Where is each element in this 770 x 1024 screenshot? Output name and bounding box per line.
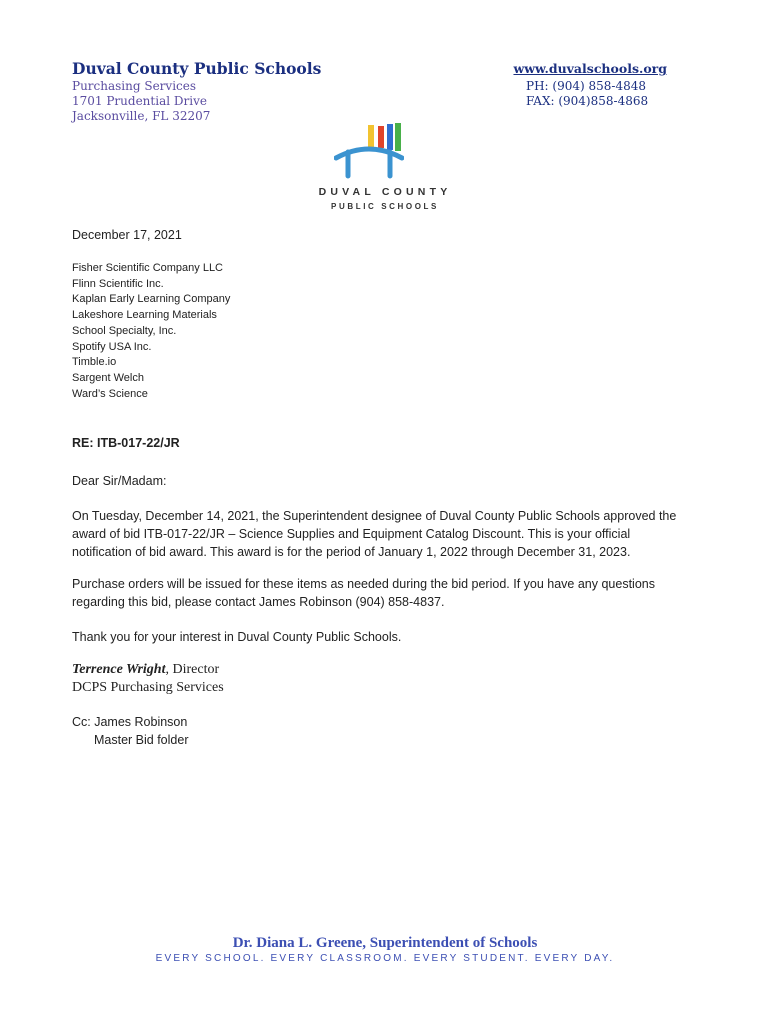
street-address: 1701 Prudential Drive (72, 94, 207, 108)
footer-tagline: EVERY SCHOOL. EVERY CLASSROOM. EVERY STUDENT. EVERY DAY. (155, 953, 615, 964)
logo-bar-yellow (368, 125, 374, 149)
subject-line: RE: ITB-017-22/JR (72, 436, 180, 450)
recipient-item: School Specialty, Inc. (72, 324, 177, 337)
letter-date: December 17, 2021 (72, 228, 182, 242)
dcps-logo-icon (334, 120, 404, 180)
recipient-item: Flinn Scientific Inc. (72, 277, 164, 290)
logo-bar-blue (387, 124, 393, 150)
logo-arch (336, 149, 402, 176)
logo-wordmark-line2: PUBLIC SCHOOLS (331, 202, 439, 211)
paragraph-purchase-orders (72, 575, 692, 611)
footer-superintendent: Dr. Diana L. Greene, Superintendent of Schools (232, 935, 538, 951)
recipient-item: Sargent Welch (72, 371, 144, 384)
paragraph-line: award of bid ITB-017-22/JR – Science Supplies and Equipment Catalog Discount. This is your official (72, 527, 631, 541)
paragraph-award (72, 507, 692, 561)
salutation: Dear Sir/Madam: (72, 474, 167, 488)
phone-number: PH: (904) 858-4848 (526, 79, 646, 93)
cc-line: Cc: James Robinson (72, 715, 188, 729)
recipient-item: Lakeshore Learning Materials (72, 309, 217, 322)
logo-bar-red (378, 126, 384, 148)
recipient-item: Kaplan Early Learning Company (72, 293, 231, 306)
signature-title: , Director (165, 662, 220, 677)
recipient-list (72, 261, 230, 402)
paragraph-line: On Tuesday, December 14, 2021, the Superintendent designee of Duval County Public Schools approved the (72, 509, 677, 523)
recipient-item: Timble.io (72, 356, 117, 369)
logo-bar-green (395, 123, 401, 151)
paragraph-thanks: Thank you for your interest in Duval County Public Schools. (72, 630, 402, 644)
recipient-item: Spotify USA Inc. (72, 340, 152, 353)
paragraph-line: regarding this bid, please contact James Robinson (904) 858-4837. (72, 595, 445, 609)
department-name: Purchasing Services (72, 79, 197, 93)
signature-name: Terrence Wright (72, 662, 166, 677)
signature-line (72, 662, 219, 678)
paragraph-line: notification of bid award. This award is for the period of January 1, 2022 through December 31, 2023. (72, 545, 631, 559)
city-address: Jacksonville, FL 32207 (72, 109, 211, 123)
signature-department: DCPS Purchasing Services (72, 680, 224, 695)
organization-name: Duval County Public Schools (72, 59, 322, 78)
website-link[interactable]: www.duvalschools.org (513, 61, 667, 76)
recipient-item: Ward’s Science (72, 387, 148, 400)
paragraph-line: Purchase orders will be issued for these items as needed during the bid period. If you have any questions (72, 577, 655, 591)
recipient-item: Fisher Scientific Company LLC (72, 262, 224, 274)
logo-wordmark-line1: DUVAL COUNTY (318, 186, 452, 198)
fax-number: FAX: (904)858-4868 (526, 94, 649, 108)
cc-line-folder: Master Bid folder (94, 733, 189, 747)
